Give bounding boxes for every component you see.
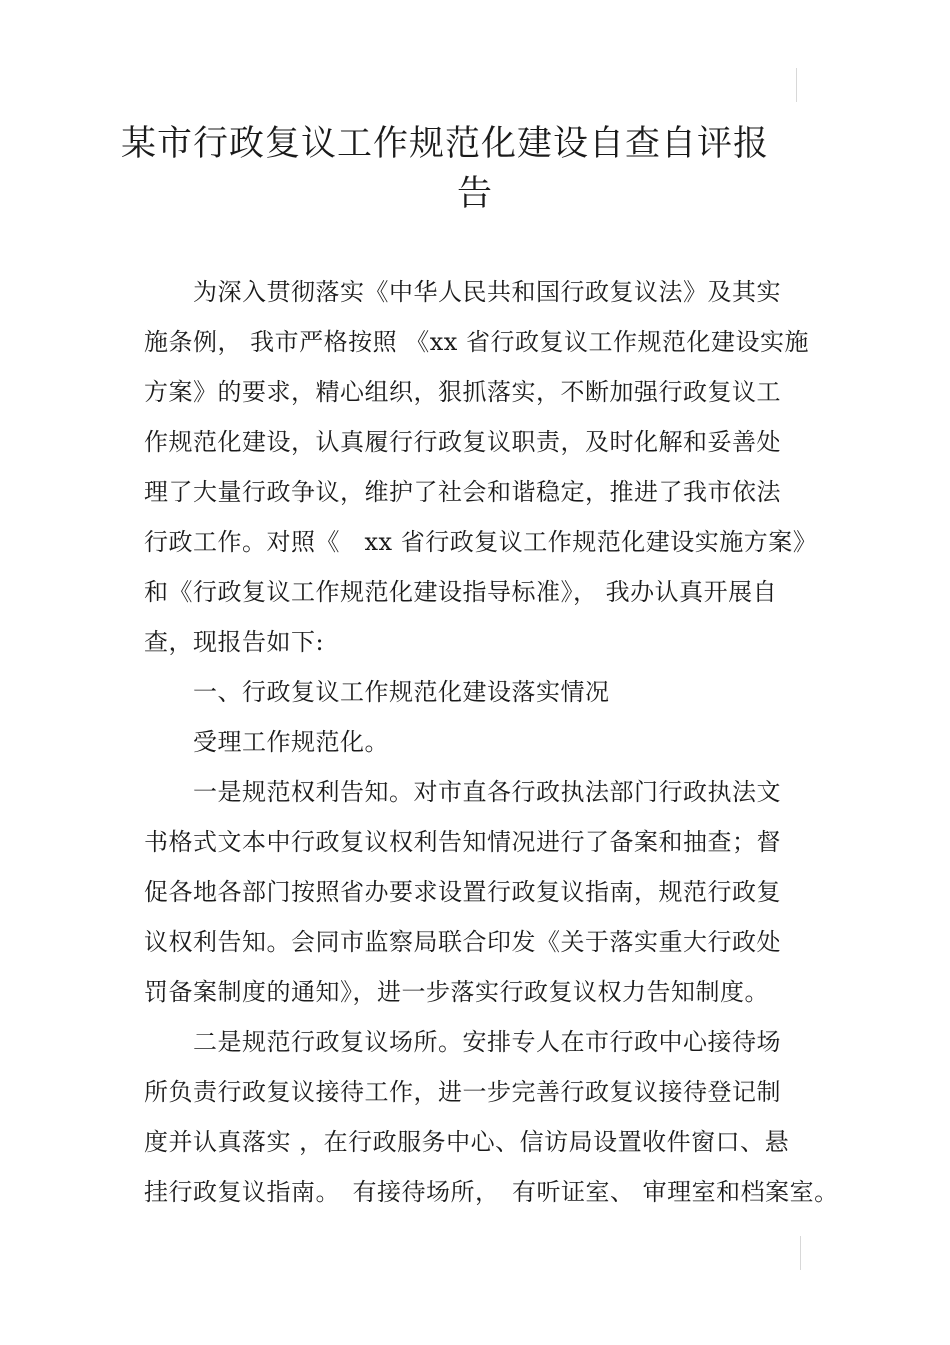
page-edge-mark-bottom [800, 1236, 801, 1270]
paragraph-line: 为深入贯彻落实《中华人民共和国行政复议法》及其实 [193, 278, 781, 306]
paragraph-line: 一是规范权利告知。对市直各行政执法部门行政执法文 [193, 778, 781, 806]
paragraph-line: 查，现报告如下: [144, 628, 325, 656]
paragraph-line: 所负责行政复议接待工作，进一步完善行政复议接待登记制 [144, 1078, 781, 1106]
paragraph-line: 议权利告知。会同市监察局联合印发《关于落实重大行政处 [144, 928, 781, 956]
paragraph-line: 度并认真落实 ，在行政服务中心、信访局设置收件窗口、悬 [144, 1128, 790, 1156]
paragraph-line: 二是规范行政复议场所。安排专人在市行政中心接待场 [193, 1028, 781, 1056]
paragraph-line: 施条例， 我市严格按照 《xx 省行政复议工作规范化建设实施 [144, 328, 809, 356]
subsection-heading: 受理工作规范化。 [193, 728, 389, 756]
section-heading: 一、行政复议工作规范化建设落实情况 [193, 678, 610, 706]
page-edge-mark-top [796, 68, 797, 102]
paragraph-line: 行政工作。对照《 xx 省行政复议工作规范化建设实施方案》 [144, 528, 818, 556]
document-title-line-2: 告 [456, 174, 493, 214]
paragraph-line: 理了大量行政争议，维护了社会和谐稳定，推进了我市依法 [144, 478, 781, 506]
paragraph-line: 和《行政复议工作规范化建设指导标准》， 我办认真开展自 [144, 578, 778, 606]
document-title-line-1: 某市行政复议工作规范化建设自查自评报 [120, 124, 769, 164]
paragraph-line: 书格式文本中行政复议权利告知情况进行了备案和抽查；督 [144, 828, 781, 856]
paragraph-line: 挂行政复议指南。 有接待场所， 有听证室、 审理室和档案室。 [144, 1178, 839, 1206]
paragraph-line: 罚备案制度的通知》，进一步落实行政复议权力告知制度。 [144, 978, 769, 1006]
paragraph-line: 促各地各部门按照省办要求设置行政复议指南，规范行政复 [144, 878, 781, 906]
paragraph-line: 作规范化建设，认真履行行政复议职责，及时化解和妥善处 [144, 428, 781, 456]
paragraph-line: 方案》的要求，精心组织，狠抓落实，不断加强行政复议工 [144, 378, 781, 406]
